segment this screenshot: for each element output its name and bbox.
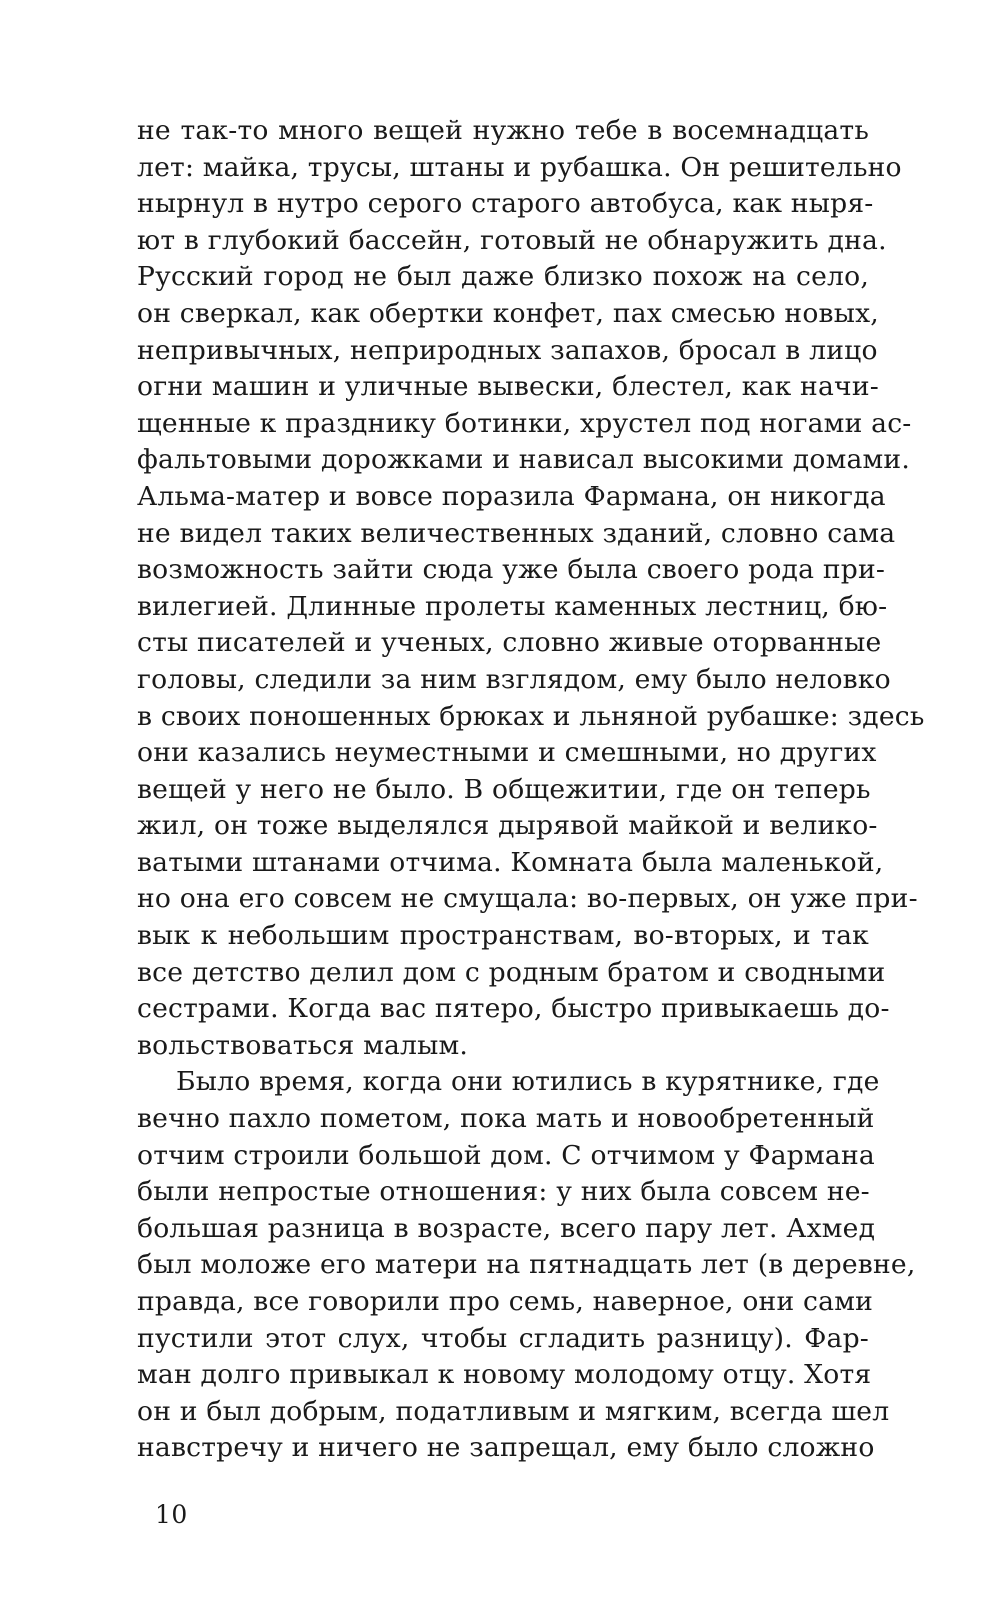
text-line: нырнул в нутро серого старого автобуса, как ныря- <box>137 188 874 220</box>
text-line: головы, следили за ним взглядом, ему было неловко <box>137 663 891 695</box>
text-line: он и был добрым, податливым и мягким, всегда шел <box>137 1395 890 1427</box>
page-number: 10 <box>155 1500 188 1529</box>
text-line: в своих поношенных брюках и льняной рубашке: здесь <box>137 700 925 732</box>
text-line: вилегией. Длинные пролеты каменных лестниц, бю- <box>137 590 888 622</box>
text-line: возможность зайти сюда уже была своего рода при- <box>137 554 886 586</box>
text-line: вечно пахло пометом, пока мать и новообретенный <box>137 1103 875 1135</box>
text-line: ман долго привыкал к новому молодому отцу. Хотя <box>137 1359 872 1391</box>
text-line: ют в глубокий бассейн, готовый не обнаружить дна. <box>137 224 887 256</box>
text-line: фальтовыми дорожками и нависал высокими домами. <box>137 444 910 476</box>
text-line: большая разница в возрасте, всего пару лет. Ахмед <box>137 1212 876 1244</box>
text-line: огни машин и уличные вывески, блестел, как начи- <box>137 371 879 403</box>
text-line: не так-то много вещей нужно тебе в восемнадцать <box>137 115 869 146</box>
text-line: вольствоваться малым. <box>137 1029 469 1061</box>
text-line: были непростые отношения: у них была совсем не- <box>137 1176 870 1208</box>
text-line: сестрами. Когда вас пятеро, быстро привыкаешь до- <box>137 993 890 1025</box>
text-line: он сверкал, как обертки конфет, пах смесью новых, <box>137 297 879 329</box>
text-line: они казались неуместными и смешными, но других <box>137 737 877 769</box>
text-line: все детство делил дом с родным братом и сводными <box>137 956 886 988</box>
text-line: Русский город не был даже близко похож на село, <box>137 261 869 293</box>
text-line: лет: майка, трусы, штаны и рубашка. Он решительно <box>137 151 902 183</box>
text-line: не видел таких величественных зданий, словно сама <box>137 517 896 549</box>
text-line: Альма-матер и вовсе поразила Фармана, он никогда <box>137 480 886 512</box>
text-line: правда, все говорили про семь, наверное, они сами <box>137 1286 873 1317</box>
text-line: вык к небольшим пространствам, во-вторых, и так <box>137 920 869 952</box>
text-line: сты писателей и ученых, словно живые оторванные <box>137 627 882 659</box>
text-line: щенные к празднику ботинки, хрустел под ногами ас- <box>137 407 912 439</box>
text-line: жил, он тоже выделялся дырявой майкой и велико- <box>137 810 878 842</box>
text-line: навстречу и ничего не запрещал, ему было сложно <box>137 1432 875 1464</box>
text-line: непривычных, неприродных запахов, бросал в лицо <box>137 334 878 366</box>
text-line: вещей у него не было. В общежитии, где он теперь <box>137 773 871 805</box>
text-line: отчим строили большой дом. С отчимом у Фармана <box>137 1139 875 1171</box>
text-line: но она его совсем не смущала: во-первых, он уже при- <box>137 883 918 915</box>
text-line: ватыми штанами отчима. Комната была маленькой, <box>137 846 884 878</box>
text-line: пустили этот слух, чтобы сгладить разницу). Фар- <box>137 1322 869 1354</box>
text-line: был моложе его матери на пятнадцать лет (в деревне, <box>137 1249 916 1281</box>
text-line: Было время, когда они ютились в курятнике, где <box>176 1066 880 1098</box>
body-text <box>137 113 925 1467</box>
